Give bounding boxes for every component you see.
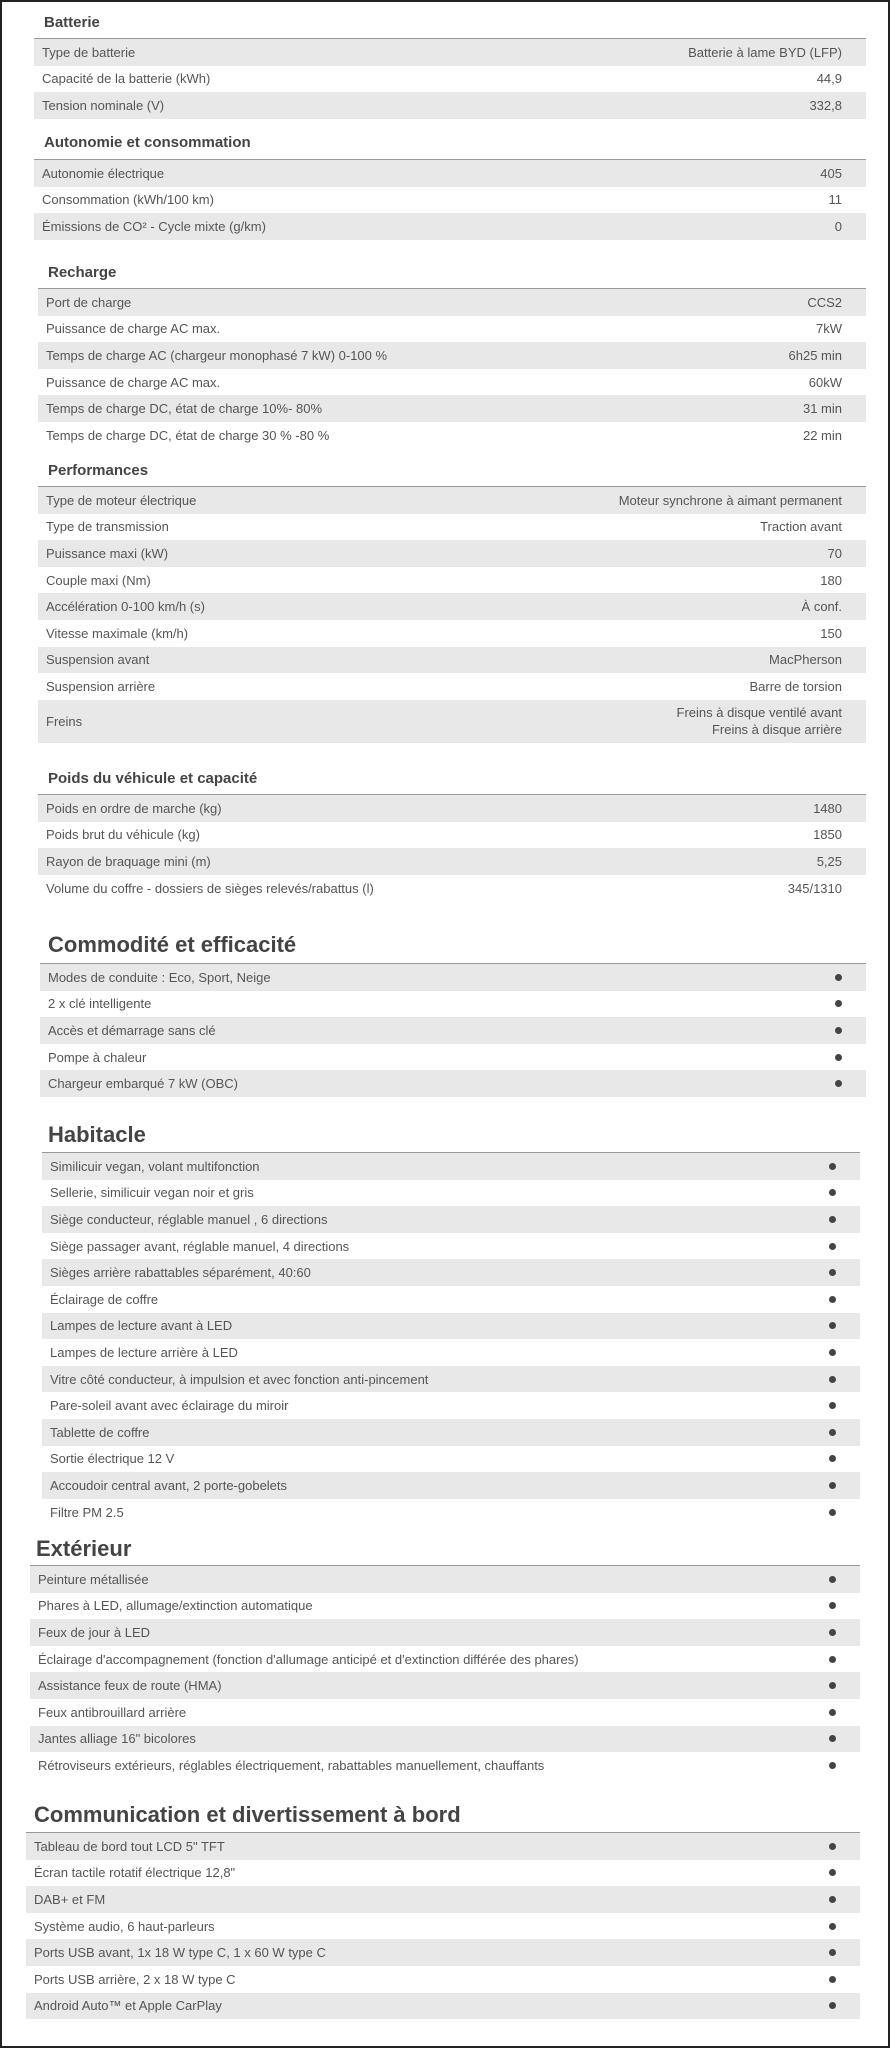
- spec-label: Suspension arrière: [46, 678, 156, 694]
- spec-value: À conf.: [801, 599, 842, 615]
- section-title: Recharge: [48, 264, 117, 281]
- feature-label: Assistance feux de route (HMA): [38, 1678, 222, 1694]
- spec-row: [38, 647, 866, 674]
- spec-row: [38, 700, 866, 743]
- included-dot-icon: [829, 1762, 836, 1769]
- section-title: Extérieur: [36, 1536, 132, 1561]
- section-performances: [38, 462, 866, 752]
- spec-label: Émissions de CO² - Cycle mixte (g/km): [42, 218, 266, 234]
- spec-row: [34, 92, 866, 119]
- spec-value: Freins à disque ventilé avant Freins à disque arrière: [676, 705, 842, 738]
- feature-row: [42, 1472, 860, 1499]
- spec-value: 1480: [813, 800, 842, 816]
- included-dot-icon: [829, 1843, 836, 1850]
- feature-label: Sortie électrique 12 V: [50, 1451, 175, 1467]
- spec-label: Type de moteur électrique: [46, 492, 197, 508]
- feature-label: Siège conducteur, réglable manuel , 6 directions: [50, 1211, 328, 1227]
- spec-value: 1850: [813, 827, 842, 843]
- spec-row: [38, 395, 866, 422]
- feature-label: Siège passager avant, réglable manuel, 4 directions: [50, 1238, 350, 1254]
- feature-table: [26, 1832, 860, 2019]
- feature-label: Pare-soleil avant avec éclairage du miroir: [50, 1398, 289, 1414]
- feature-label: Feux antibrouillard arrière: [38, 1704, 187, 1720]
- spec-label: Tension nominale (V): [42, 97, 165, 113]
- feature-row: [40, 991, 866, 1018]
- included-dot-icon: [829, 1243, 836, 1250]
- spec-label: Freins: [46, 713, 83, 729]
- included-dot-icon: [829, 1682, 836, 1689]
- feature-row: [30, 1752, 860, 1779]
- feature-label: 2 x clé intelligente: [48, 996, 152, 1012]
- feature-row: [30, 1699, 860, 1726]
- feature-row: [30, 1646, 860, 1673]
- spec-value: 11: [828, 192, 842, 208]
- included-dot-icon: [829, 1629, 836, 1636]
- spec-value: 60kW: [808, 374, 842, 390]
- spec-label: Temps de charge AC (chargeur monophasé 7 kW) 0-100 %: [46, 347, 388, 363]
- section-title: Autonomie et consommation: [44, 134, 251, 151]
- included-dot-icon: [829, 1216, 836, 1223]
- included-dot-icon: [829, 1709, 836, 1716]
- feature-row: [42, 1286, 860, 1313]
- included-dot-icon: [829, 1509, 836, 1516]
- included-dot-icon: [829, 1869, 836, 1876]
- spec-row: [38, 487, 866, 514]
- feature-label: Peinture métallisée: [38, 1571, 149, 1587]
- spec-label: Vitesse maximale (km/h): [46, 625, 189, 641]
- feature-label: Accoudoir central avant, 2 porte-gobelets: [50, 1477, 288, 1493]
- spec-value: 44,9: [816, 71, 842, 87]
- spec-row: [38, 620, 866, 647]
- feature-row: [30, 1619, 860, 1646]
- feature-row: [30, 1593, 860, 1620]
- feature-label: Pompe à chaleur: [48, 1049, 147, 1065]
- spec-row: [38, 848, 866, 875]
- feature-row: [42, 1233, 860, 1260]
- feature-row: [40, 1044, 866, 1071]
- included-dot-icon: [829, 1376, 836, 1383]
- feature-row: [26, 1966, 860, 1993]
- included-dot-icon: [829, 1976, 836, 1983]
- feature-row: [26, 1913, 860, 1940]
- spec-row: [34, 39, 866, 66]
- included-dot-icon: [829, 1189, 836, 1196]
- included-dot-icon: [829, 1949, 836, 1956]
- included-dot-icon: [835, 1000, 842, 1007]
- spec-label: Puissance maxi (kW): [46, 545, 169, 561]
- feature-row: [42, 1419, 860, 1446]
- included-dot-icon: [829, 1269, 836, 1276]
- spec-value: MacPherson: [769, 652, 842, 668]
- section-commodite: [40, 932, 866, 1094]
- spec-label: Accélération 0-100 km/h (s): [46, 599, 205, 615]
- feature-label: Éclairage d'accompagnement (fonction d'allumage anticipé et d'extinction différée des phares): [38, 1651, 579, 1667]
- spec-value: 332,8: [809, 97, 842, 113]
- section-communication: [26, 1802, 860, 2022]
- spec-value: Batterie à lame BYD (LFP): [688, 44, 842, 60]
- spec-label: Suspension avant: [46, 652, 150, 668]
- spec-row: [34, 187, 866, 214]
- feature-label: Similicuir vegan, volant multifonction: [50, 1158, 260, 1174]
- feature-label: Filtre PM 2.5: [50, 1504, 124, 1520]
- section-title: Batterie: [44, 14, 100, 31]
- feature-label: Lampes de lecture arrière à LED: [50, 1344, 238, 1360]
- included-dot-icon: [829, 1735, 836, 1742]
- feature-label: Sièges arrière rabattables séparément, 40:60: [50, 1265, 311, 1281]
- spec-label: Volume du coffre - dossiers de sièges relevés/rabattus (l): [46, 880, 374, 896]
- feature-label: DAB+ et FM: [34, 1891, 106, 1907]
- spec-table: [34, 38, 866, 119]
- feature-row: [30, 1672, 860, 1699]
- spec-label: Poids en ordre de marche (kg): [46, 800, 222, 816]
- spec-value: CCS2: [807, 294, 842, 310]
- feature-row: [40, 1017, 866, 1044]
- feature-label: Android Auto™ et Apple CarPlay: [34, 1998, 222, 2014]
- spec-label: Type de batterie: [42, 44, 136, 60]
- spec-row: [38, 875, 866, 902]
- spec-value: 22 min: [802, 427, 842, 443]
- spec-label: Rayon de braquage mini (m): [46, 853, 211, 869]
- feature-label: Rétroviseurs extérieurs, réglables électriquement, rabattables manuellement, chauffants: [38, 1757, 545, 1773]
- included-dot-icon: [829, 1576, 836, 1583]
- section-title: Poids du véhicule et capacité: [48, 770, 258, 787]
- feature-table: [42, 1152, 860, 1525]
- spec-table: [38, 794, 866, 901]
- spec-label: Type de transmission: [46, 519, 169, 535]
- included-dot-icon: [829, 1482, 836, 1489]
- feature-label: Écran tactile rotatif électrique 12,8": [34, 1865, 236, 1881]
- spec-row: [34, 213, 866, 240]
- spec-table: [38, 288, 866, 449]
- spec-value: 0: [834, 218, 842, 234]
- feature-row: [26, 1993, 860, 2020]
- section-exterieur: [30, 1536, 860, 1776]
- included-dot-icon: [829, 1429, 836, 1436]
- section-poids: [38, 770, 866, 910]
- feature-label: Tablette de coffre: [50, 1424, 150, 1440]
- feature-label: Éclairage de coffre: [50, 1291, 159, 1307]
- section-habitacle: [42, 1122, 860, 1522]
- feature-table: [30, 1565, 860, 1779]
- included-dot-icon: [835, 1027, 842, 1034]
- feature-label: Tableau de bord tout LCD 5" TFT: [34, 1838, 225, 1854]
- spec-row: [38, 422, 866, 449]
- feature-row: [42, 1180, 860, 1207]
- feature-row: [42, 1206, 860, 1233]
- spec-value: 150: [820, 625, 842, 641]
- included-dot-icon: [829, 1923, 836, 1930]
- spec-value: 31 min: [802, 401, 842, 417]
- spec-row: [38, 369, 866, 396]
- feature-row: [40, 1070, 866, 1097]
- spec-value: 5,25: [816, 853, 842, 869]
- spec-row: [38, 289, 866, 316]
- included-dot-icon: [829, 1296, 836, 1303]
- included-dot-icon: [829, 2002, 836, 2009]
- feature-label: Accès et démarrage sans clé: [48, 1022, 216, 1038]
- feature-row: [26, 1939, 860, 1966]
- spec-label: Capacité de la batterie (kWh): [42, 71, 211, 87]
- spec-row: [38, 316, 866, 343]
- included-dot-icon: [835, 974, 842, 981]
- included-dot-icon: [835, 1080, 842, 1087]
- feature-label: Système audio, 6 haut-parleurs: [34, 1918, 215, 1934]
- feature-row: [26, 1860, 860, 1887]
- included-dot-icon: [829, 1656, 836, 1663]
- section-title: Habitacle: [48, 1122, 146, 1147]
- feature-label: Chargeur embarqué 7 kW (OBC): [48, 1076, 239, 1092]
- spec-row: [38, 822, 866, 849]
- feature-label: Jantes alliage 16" bicolores: [38, 1731, 196, 1747]
- spec-table: [34, 159, 866, 240]
- included-dot-icon: [829, 1322, 836, 1329]
- spec-label: Poids brut du véhicule (kg): [46, 827, 200, 843]
- feature-label: Feux de jour à LED: [38, 1624, 151, 1640]
- section-recharge: [38, 264, 866, 454]
- spec-row: [38, 673, 866, 700]
- feature-row: [42, 1366, 860, 1393]
- feature-row: [26, 1886, 860, 1913]
- spec-value: 6h25 min: [788, 347, 842, 363]
- spec-row: [38, 540, 866, 567]
- included-dot-icon: [829, 1896, 836, 1903]
- section-autonomie: [34, 134, 866, 244]
- spec-label: Puissance de charge AC max.: [46, 321, 221, 337]
- spec-label: Puissance de charge AC max.: [46, 374, 221, 390]
- feature-table: [40, 963, 866, 1097]
- spec-row: [38, 795, 866, 822]
- spec-row: [38, 593, 866, 620]
- feature-row: [42, 1339, 860, 1366]
- feature-row: [42, 1499, 860, 1526]
- feature-row: [42, 1153, 860, 1180]
- section-batterie: [34, 14, 866, 120]
- spec-label: Temps de charge DC, état de charge 10%- 80%: [46, 401, 323, 417]
- spec-row: [38, 342, 866, 369]
- spec-label: Couple maxi (Nm): [46, 572, 151, 588]
- spec-value: 405: [820, 165, 842, 181]
- included-dot-icon: [829, 1163, 836, 1170]
- spec-value: 345/1310: [787, 880, 842, 896]
- included-dot-icon: [829, 1349, 836, 1356]
- feature-row: [42, 1259, 860, 1286]
- spec-label: Temps de charge DC, état de charge 30 % -80 %: [46, 427, 330, 443]
- spec-row: [38, 567, 866, 594]
- feature-row: [26, 1833, 860, 1860]
- included-dot-icon: [829, 1402, 836, 1409]
- feature-label: Ports USB arrière, 2 x 18 W type C: [34, 1971, 236, 1987]
- feature-row: [30, 1566, 860, 1593]
- spec-value: 70: [827, 545, 842, 561]
- feature-label: Lampes de lecture avant à LED: [50, 1318, 233, 1334]
- spec-value: 180: [820, 572, 842, 588]
- feature-label: Vitre côté conducteur, à impulsion et avec fonction anti-pincement: [50, 1371, 429, 1387]
- section-title: Communication et divertissement à bord: [34, 1802, 461, 1827]
- feature-row: [42, 1446, 860, 1473]
- spec-row: [34, 66, 866, 93]
- spec-value: Moteur synchrone à aimant permanent: [618, 492, 842, 508]
- spec-value: Barre de torsion: [749, 678, 842, 694]
- spec-label: Consommation (kWh/100 km): [42, 192, 214, 208]
- included-dot-icon: [835, 1054, 842, 1061]
- included-dot-icon: [829, 1455, 836, 1462]
- feature-row: [30, 1726, 860, 1753]
- feature-label: Modes de conduite : Eco, Sport, Neige: [48, 969, 271, 985]
- spec-row: [34, 160, 866, 187]
- feature-label: Phares à LED, allumage/extinction automatique: [38, 1598, 313, 1614]
- section-title: Performances: [48, 462, 149, 479]
- feature-label: Sellerie, similicuir vegan noir et gris: [50, 1185, 254, 1201]
- spec-value: 7kW: [816, 321, 842, 337]
- spec-label: Port de charge: [46, 294, 132, 310]
- spec-row: [38, 514, 866, 541]
- feature-row: [40, 964, 866, 991]
- spec-table: [38, 486, 866, 743]
- feature-label: Ports USB avant, 1x 18 W type C, 1 x 60 W type C: [34, 1945, 326, 1961]
- spec-label: Autonomie électrique: [42, 165, 165, 181]
- feature-row: [42, 1392, 860, 1419]
- section-title: Commodité et efficacité: [48, 932, 297, 957]
- included-dot-icon: [829, 1602, 836, 1609]
- spec-value: Traction avant: [760, 519, 842, 535]
- feature-row: [42, 1313, 860, 1340]
